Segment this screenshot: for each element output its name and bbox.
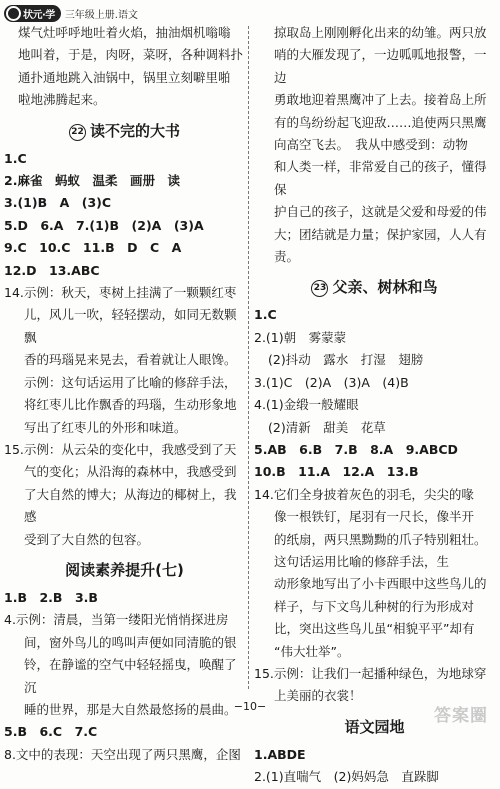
answer-line: 铃，在静谧的空气中轻轻摇曳，唤醒了沉 (24, 657, 237, 695)
answer-line: 10.B 11.A 12.A 13.B (254, 464, 419, 480)
answer-line: 向高空飞去。 我从中感受到：动物 (274, 137, 468, 153)
right-column (254, 22, 495, 789)
answer-line: 2.(1)直喘气 (2)妈妈急 直跺脚 (254, 769, 439, 785)
answer-line: 5.AB 6.B 7.B 8.A 9.ABCD (254, 441, 458, 457)
answer-line: 勇敢地迎着黑鹰冲了上去。接着岛上所 (274, 92, 487, 108)
answer-line: 12.D 13.ABC (4, 262, 100, 278)
lesson-number-badge: 23 (311, 280, 328, 297)
answer-line: 2.(1)朝 雾蒙蒙 (254, 329, 347, 345)
section-heading-22 (4, 120, 245, 142)
answer-line: “伟大壮举”。 (274, 643, 350, 659)
section-title: 读不完的大书 (89, 121, 180, 140)
answer-line: 5.D 6.A 7.(1)B (2)A (3)A (4, 217, 204, 233)
answer-line: 间，窗外鸟儿的鸣叫声便如同清脆的银 (24, 634, 237, 650)
answer-line: 3.(1)B A (3)C (4, 195, 112, 211)
answer-line: 气的变化；从沿海的森林中，我感受到 (24, 464, 237, 480)
intro-line: 地叫着，于是，肉呀，菜呀，各种调料扑 (18, 47, 244, 63)
section-title: 语文园地 (344, 717, 405, 736)
answer-line: 了大自然的博大；从海边的椰树上，我感 (24, 486, 237, 525)
answer-line: 1.B 2.B 3.B (4, 589, 98, 605)
answer-line: 掠取岛上刚刚孵化出来的幼雏。两只放 (274, 25, 487, 40)
answer-line: 儿，风儿一吹，轻轻摆动，如同无数颗飘 (24, 307, 237, 345)
answer-line: (2)清新 甜美 花草 (268, 419, 386, 435)
answer-line: 5.B 6.C 7.C (4, 724, 98, 740)
answer-line: 这句话运用比喻的修辞手法，生 (274, 553, 450, 569)
answer-line: 1.C (254, 307, 277, 323)
logo-text: 状元·学 (23, 9, 55, 21)
answer-line: 3.(1)C (2)A (3)A (4)B (254, 374, 409, 390)
answer-line: 和人类一样，非常爱自己的孩子，懂得保 (274, 159, 487, 197)
answer-line: 写出了红枣儿的外形和味道。 (24, 419, 187, 435)
answer-line: 受到了大自然的包容。 (24, 531, 150, 547)
answer-line: 1.C (4, 150, 27, 166)
section-title: 父亲、树林和鸟 (332, 278, 438, 297)
answer-line: 动形象地写出了小卡西眼中这些鸟儿的 (274, 576, 487, 592)
column-divider (248, 26, 249, 689)
answer-line: 15.示例：让我们一起播种绿色，为地球穿 (254, 665, 487, 681)
answer-line: 像一根铁钉，尾羽有一尺长，像半开 (274, 509, 475, 525)
answer-line: 将红枣儿比作飘香的玛瑙，生动形象地 (24, 397, 237, 413)
intro-line: 煤气灶呼呼地吐着火焰，抽油烟机嗡嗡 (18, 25, 231, 40)
answer-line: 比，突出这些鸟儿虽“相貌平平”却有 (274, 621, 475, 637)
lesson-number-badge: 22 (69, 124, 86, 141)
header-subtitle: 三年级上册.语文 (64, 9, 138, 21)
section-heading-reading (4, 559, 245, 581)
intro-line: 啦地沸腾起来。 (18, 92, 106, 108)
answer-line: 1.ABDE (254, 746, 306, 762)
answer-line: 2.麻雀 蚂蚁 温柔 画册 读 (4, 173, 180, 189)
answer-line: 14.它们全身披着灰色的羽毛，尖尖的喙 (254, 486, 474, 502)
answer-line: 哨的大雁发现了，一边呱呱地报警，一边 (274, 47, 487, 85)
intro-line: 通扑通地跳入油锅中，锅里立刻噼里啪 (18, 69, 231, 85)
answer-line: 香的玛瑙晃来晃去，看着就让人眼馋。 (24, 352, 237, 368)
page-header (4, 2, 138, 24)
answer-line: 4.示例：清晨，当第一缕阳光悄悄探进房 (4, 612, 229, 628)
logo-ring-icon (6, 6, 21, 21)
answer-line: 护自己的孩子，这就是父爱和母爱的伟 (274, 204, 487, 220)
answer-line: 有的鸟纷纷起飞迎敌……追使两只黑鹰 (274, 114, 487, 130)
answer-line: 的纸扇，两只黑黝黝的爪子特别粗壮。 (274, 531, 487, 547)
watermark-logo (426, 701, 496, 725)
page-number: −10− (233, 700, 267, 713)
answer-line: 4.(1)金缎一般耀眼 (254, 397, 359, 413)
answer-line: 9.C 10.C 11.B D C A (4, 240, 182, 256)
book-logo (4, 5, 61, 22)
answer-line: 8.文中的表现：天空出现了两只黑鹰，企图 (4, 746, 241, 762)
answer-line: 大；团结就是力量；保护家园，人人有责。 (274, 226, 487, 265)
watermark-text: 答案圈 (434, 705, 488, 726)
answer-line: (2)抖动 露水 打湿 翅膀 (268, 352, 424, 368)
answer-line: 上美丽的衣裳！ (274, 688, 362, 704)
answer-line: 睡的世界，那是大自然最悠扬的晨曲。 (24, 701, 237, 717)
answer-line: 15.示例：从云朵的变化中，我感受到了天 (4, 441, 237, 457)
answer-line: 样子，与下文鸟儿种树的行为形成对 (274, 598, 475, 614)
answer-line: 14.示例：秋天，枣树上挂满了一颗颗红枣 (4, 285, 237, 301)
section-heading-23 (254, 276, 495, 298)
left-column (4, 22, 245, 766)
section-title: 阅读素养提升(七) (65, 560, 184, 579)
answer-line: 示例：这句话运用了比喻的修辞手法， (24, 374, 237, 390)
